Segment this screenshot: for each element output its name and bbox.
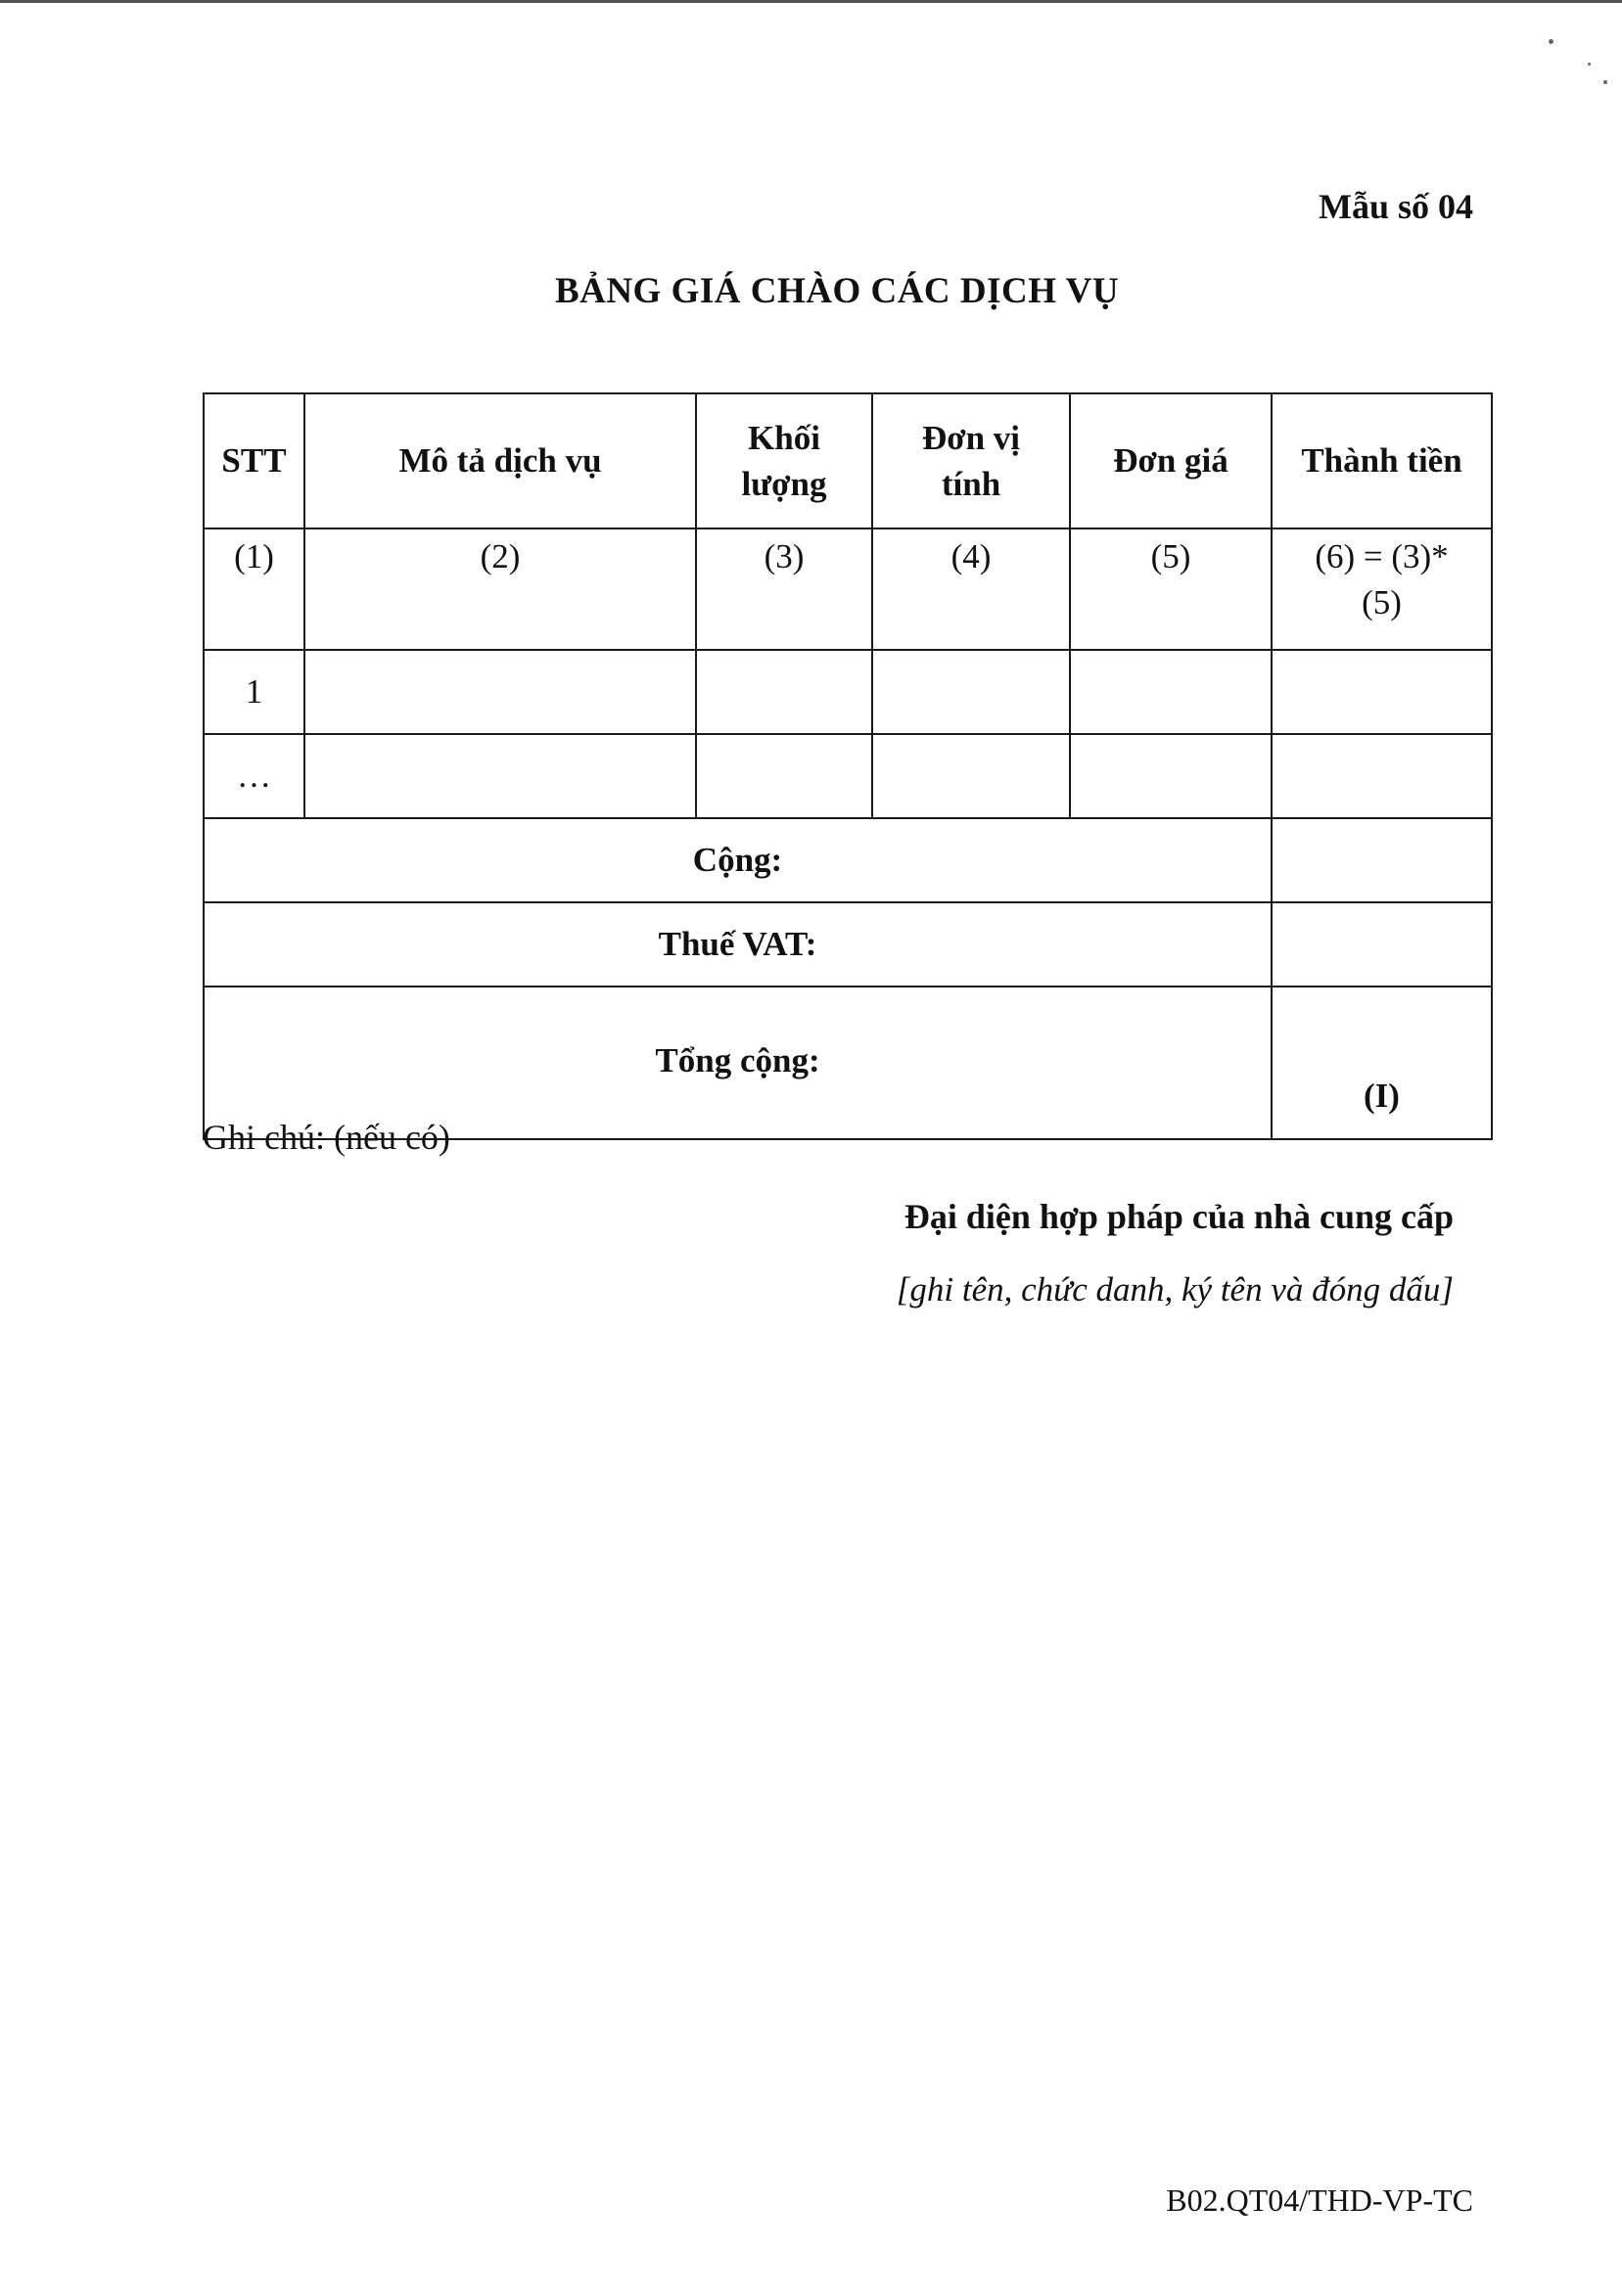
row-quantity-cell — [696, 734, 872, 818]
row-unit-cell — [872, 734, 1070, 818]
form-number: Mẫu số 04 — [1318, 187, 1473, 226]
scan-speck — [1603, 80, 1607, 84]
subtotal-row — [204, 818, 1492, 902]
document-title: BẢNG GIÁ CHÀO CÁC DỊCH VỤ — [554, 271, 1120, 311]
note-text: Ghi chú: (nếu có) — [203, 1118, 450, 1157]
index-cell: (1) — [204, 528, 304, 650]
row-amount-cell — [1272, 650, 1492, 734]
grand-total-label: Tổng cộng: — [204, 987, 1272, 1139]
row-description-cell — [304, 650, 696, 734]
signature-title: Đại diện hợp pháp của nhà cung cấp — [904, 1197, 1454, 1236]
index-cell: (2) — [304, 528, 696, 650]
header-quantity: Khối lượng — [696, 393, 872, 528]
index-cell: (6) = (3)*(5) — [1272, 528, 1492, 650]
index-cell: (4) — [872, 528, 1070, 650]
row-quantity-cell — [696, 650, 872, 734]
table-row — [204, 650, 1492, 734]
price-quote-table — [203, 392, 1493, 1140]
scan-speck — [1549, 39, 1553, 44]
row-unit-cell — [872, 650, 1070, 734]
row-stt: 1 — [204, 650, 304, 734]
table-row — [204, 734, 1492, 818]
footer-document-code: B02.QT04/THD-VP-TC — [1166, 2182, 1473, 2218]
header-stt: STT — [204, 393, 304, 528]
row-unit-price-cell — [1070, 734, 1272, 818]
header-unit-price: Đơn giá — [1070, 393, 1272, 528]
subtotal-label: Cộng: — [204, 818, 1272, 902]
header-unit: Đơn vị tính — [872, 393, 1070, 528]
signature-instruction: [ghi tên, chức danh, ký tên và đóng dấu] — [896, 1270, 1454, 1309]
grand-total-value: (I) — [1272, 987, 1492, 1139]
vat-value-cell — [1272, 902, 1492, 987]
vat-label: Thuế VAT: — [204, 902, 1272, 987]
row-amount-cell — [1272, 734, 1492, 818]
top-scan-edge — [0, 0, 1622, 3]
index-cell: (3) — [696, 528, 872, 650]
header-service-description: Mô tả dịch vụ — [304, 393, 696, 528]
scan-speck — [1588, 63, 1591, 66]
vat-row — [204, 902, 1492, 987]
subtotal-value-cell — [1272, 818, 1492, 902]
column-index-row — [204, 528, 1492, 650]
row-unit-price-cell — [1070, 650, 1272, 734]
header-amount: Thành tiền — [1272, 393, 1492, 528]
header-row — [204, 393, 1492, 528]
index-cell: (5) — [1070, 528, 1272, 650]
row-stt: … — [204, 734, 304, 818]
row-description-cell — [304, 734, 696, 818]
